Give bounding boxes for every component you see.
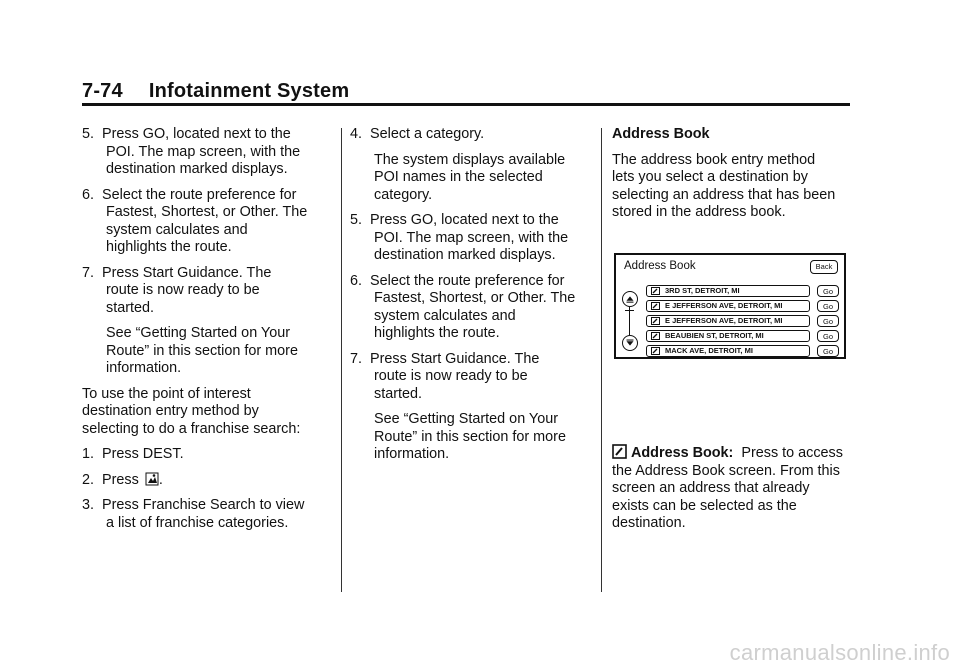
edit-icon <box>651 332 660 340</box>
go-button[interactable]: Go <box>817 330 839 342</box>
body-paragraph: The address book entry method lets you select a destination by selecting an address that has been stored in the address book. <box>612 151 836 220</box>
column-divider <box>341 128 342 592</box>
address-entry[interactable]: 3RD ST, DETROIT, MI <box>646 285 810 297</box>
list-item: 6. Select the route preference for Fastest, Shortest, or Other. The system calculates and highlights the route. <box>82 186 308 255</box>
column-3 <box>612 126 838 230</box>
page-header <box>82 80 349 103</box>
edit-icon <box>651 317 660 325</box>
list-item: 2. Press . <box>82 471 163 488</box>
column-1 <box>82 126 308 540</box>
intro-paragraph: To use the point of interest destination entry method by selecting to do a franchise search: <box>82 385 301 437</box>
address-book-text: Press to access the Address Book screen. From this screen an address that already exists can be selected as the destination. <box>612 445 843 531</box>
scroll-down-icon[interactable] <box>622 335 638 351</box>
address-book-label: Address Book: <box>631 445 734 461</box>
section-title: Infotainment System <box>148 80 350 102</box>
go-button[interactable]: Go <box>817 315 839 327</box>
scroll-up-icon[interactable] <box>622 291 638 307</box>
go-button[interactable]: Go <box>817 300 839 312</box>
poi-icon <box>145 472 159 486</box>
list-item: 7. Press Start Guidance. The route is now ready to be started. <box>82 264 272 316</box>
see-also-note: See “Getting Started on Your Route” in this section for more information. <box>106 325 298 376</box>
address-entry[interactable]: BEAUBIEN ST, DETROIT, MI <box>646 330 810 342</box>
list-item: 3. Press Franchise Search to view a list of franchise categories. <box>82 497 305 531</box>
address-book-icon <box>612 444 627 459</box>
scroll-track <box>629 307 630 335</box>
column-divider <box>601 128 602 592</box>
list-item: 5. Press GO, located next to the POI. The map screen, with the destination marked displays. <box>350 212 569 263</box>
see-also-note: See “Getting Started on Your Route” in this section for more information. <box>374 411 566 462</box>
list-item: 6. Select the route preference for Fastest, Shortest, or Other. The system calculates and highlights the route. <box>350 272 576 341</box>
list-item: 1. Press DEST. <box>82 446 184 462</box>
address-book-description <box>612 444 848 533</box>
page-number: 7-74 <box>82 80 123 102</box>
watermark: carmanualsonline.info <box>729 640 950 665</box>
list-item: 5. Press GO, located next to the POI. The map screen, with the destination marked displays. <box>82 126 301 177</box>
list-item: 7. Press Start Guidance. The route is now ready to be started. <box>350 350 540 402</box>
back-button[interactable]: Back <box>810 260 838 274</box>
edit-icon <box>651 302 660 310</box>
go-button[interactable]: Go <box>817 285 839 297</box>
section-heading: Address Book <box>612 126 710 142</box>
screen-title: Address Book <box>624 260 696 272</box>
list-item: 4. Select a category. <box>350 126 485 142</box>
address-entry[interactable]: E JEFFERSON AVE, DETROIT, MI <box>646 300 810 312</box>
column-2 <box>350 126 576 472</box>
edit-icon <box>651 287 660 295</box>
address-entry[interactable]: E JEFFERSON AVE, DETROIT, MI <box>646 315 810 327</box>
edit-icon <box>651 347 660 355</box>
address-book-screen <box>614 253 846 359</box>
note: The system displays available POI names in the selected category. <box>374 151 566 203</box>
go-button[interactable]: Go <box>817 345 839 357</box>
header-rule <box>82 103 850 106</box>
address-entry[interactable]: MACK AVE, DETROIT, MI <box>646 345 810 357</box>
